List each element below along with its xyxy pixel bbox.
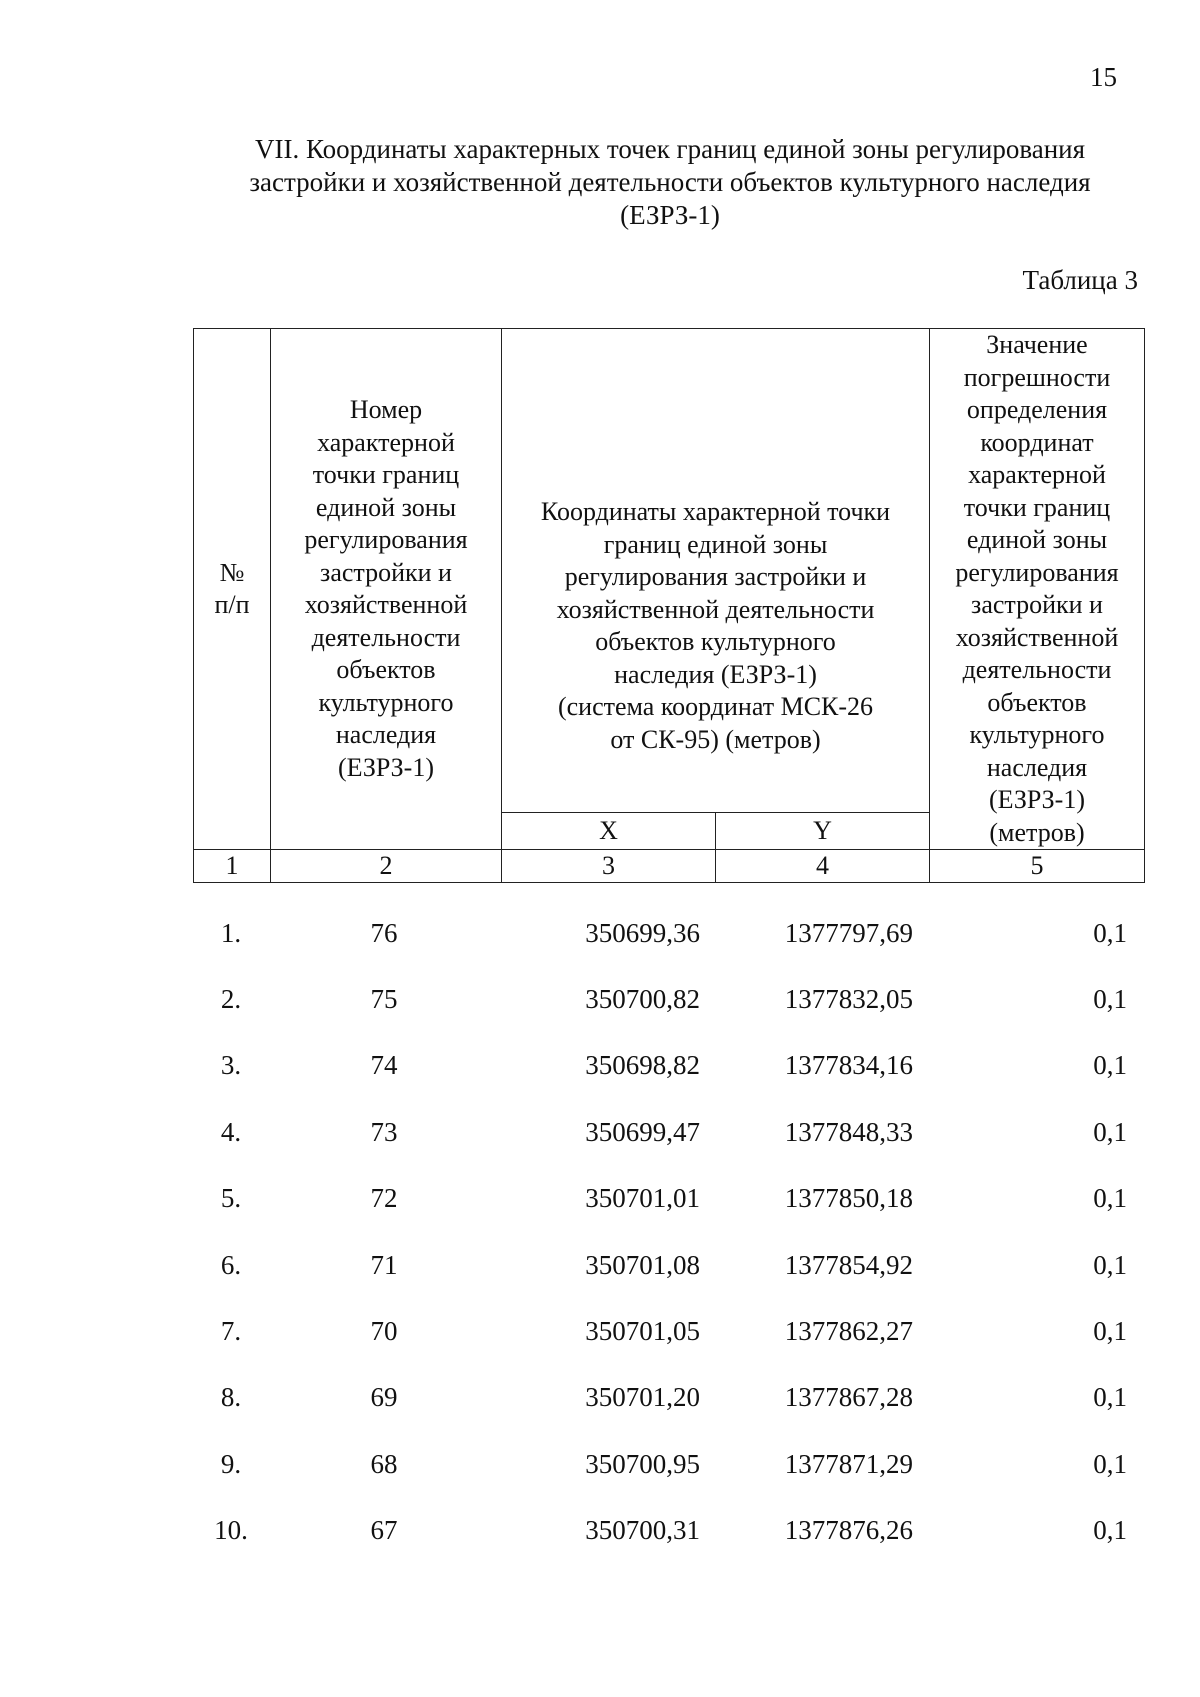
coordinate-x: 350700,82 [585,984,700,1015]
coordinate-x: 350700,31 [585,1515,700,1546]
coordinate-x: 350700,95 [585,1448,700,1479]
coordinate-y: 1377876,26 [784,1515,913,1546]
error-value: 0,1 [1093,984,1127,1015]
header-point-number: Номер характерной точки границ единой зоны регулирования застройки и хозяйственной деятельности объектов культурного наследия (ЕЗРЗ-1) [271,329,502,850]
error-value: 0,1 [1093,1249,1127,1280]
point-number: 67 [370,1515,398,1546]
coordinate-x: 350701,20 [585,1382,700,1413]
table-row [193,1431,1143,1497]
row-number: 2. [220,984,242,1015]
column-number-2: 2 [271,850,502,883]
row-number: 4. [220,1116,242,1147]
coordinate-y: 1377867,28 [784,1382,913,1413]
point-number: 74 [370,1050,398,1081]
table-row [193,900,1143,966]
table-row [193,966,1143,1032]
row-number: 1. [220,917,242,948]
coordinate-y: 1377848,33 [784,1116,913,1147]
error-value: 0,1 [1093,1382,1127,1413]
table-label: Таблица 3 [1022,265,1138,295]
point-number: 71 [370,1249,398,1280]
coordinate-y: 1377854,92 [784,1249,913,1280]
point-number: 75 [370,984,398,1015]
error-value: 0,1 [1093,1448,1127,1479]
coordinate-x: 350701,05 [585,1316,700,1347]
table-row [193,1498,1143,1564]
table-row [193,1166,1143,1232]
table-row [193,1365,1143,1431]
column-number-4: 4 [716,850,930,883]
point-number: 69 [370,1382,398,1413]
error-value: 0,1 [1093,917,1127,948]
error-value: 0,1 [1093,1515,1127,1546]
point-number: 70 [370,1316,398,1347]
table-row [193,1298,1143,1364]
coordinates-table-header [193,328,1145,883]
header-coordinates [502,329,930,813]
coordinates-table-body [193,900,1143,1564]
row-number: 3. [220,1050,242,1081]
point-number: 68 [370,1448,398,1479]
table-row [193,1232,1143,1298]
point-number: 76 [370,917,398,948]
coordinate-x: 350698,82 [585,1050,700,1081]
row-number: 7. [220,1316,242,1347]
section-title: VII. Координаты характерных точек границ единой зоны регулирования застройки и хозяйственной деятельности объектов культурного наследия (ЕЗРЗ-1) [249,134,1091,230]
coordinate-x: 350701,01 [585,1183,700,1214]
point-number: 73 [370,1116,398,1147]
error-value: 0,1 [1093,1183,1127,1214]
point-number: 72 [370,1183,398,1214]
coordinate-x: 350701,08 [585,1249,700,1280]
column-number-3: 3 [502,850,716,883]
coordinate-y: 1377797,69 [784,917,913,948]
header-error-value: Значение погрешности определения координат характерной точки границ единой зоны регулирования застройки и хозяйственной деятельности объектов культурного наследия (ЕЗРЗ-1) (метров) [930,329,1145,850]
coordinate-y: 1377834,16 [784,1050,913,1081]
row-number: 9. [220,1448,242,1479]
coordinate-y: 1377850,18 [784,1183,913,1214]
error-value: 0,1 [1093,1116,1127,1147]
column-number-5: 5 [930,850,1145,883]
row-number: 8. [220,1382,242,1413]
header-coordinates-text: Координаты характерной точки границ единой зоны регулирования застройки и хозяйственной деятельности объектов культурного наследия (ЕЗРЗ-1) (система координат МСК-26 от СК-95) (метров) [540,497,891,754]
coordinate-y: 1377832,05 [784,984,913,1015]
error-value: 0,1 [1093,1316,1127,1347]
table-row [193,1099,1143,1165]
header-x: X [502,813,716,850]
column-number-1: 1 [194,850,271,883]
row-number: 6. [220,1249,242,1280]
coordinate-x: 350699,36 [585,917,700,948]
coordinate-y: 1377862,27 [784,1316,913,1347]
page-number: 15 [1090,62,1117,92]
header-y: Y [716,813,930,850]
table-row [193,1033,1143,1099]
row-number: 10. [214,1515,248,1546]
coordinate-y: 1377871,29 [784,1448,913,1479]
coordinate-x: 350699,47 [585,1116,700,1147]
header-row-number: № п/п [194,329,271,850]
error-value: 0,1 [1093,1050,1127,1081]
row-number: 5. [220,1183,242,1214]
